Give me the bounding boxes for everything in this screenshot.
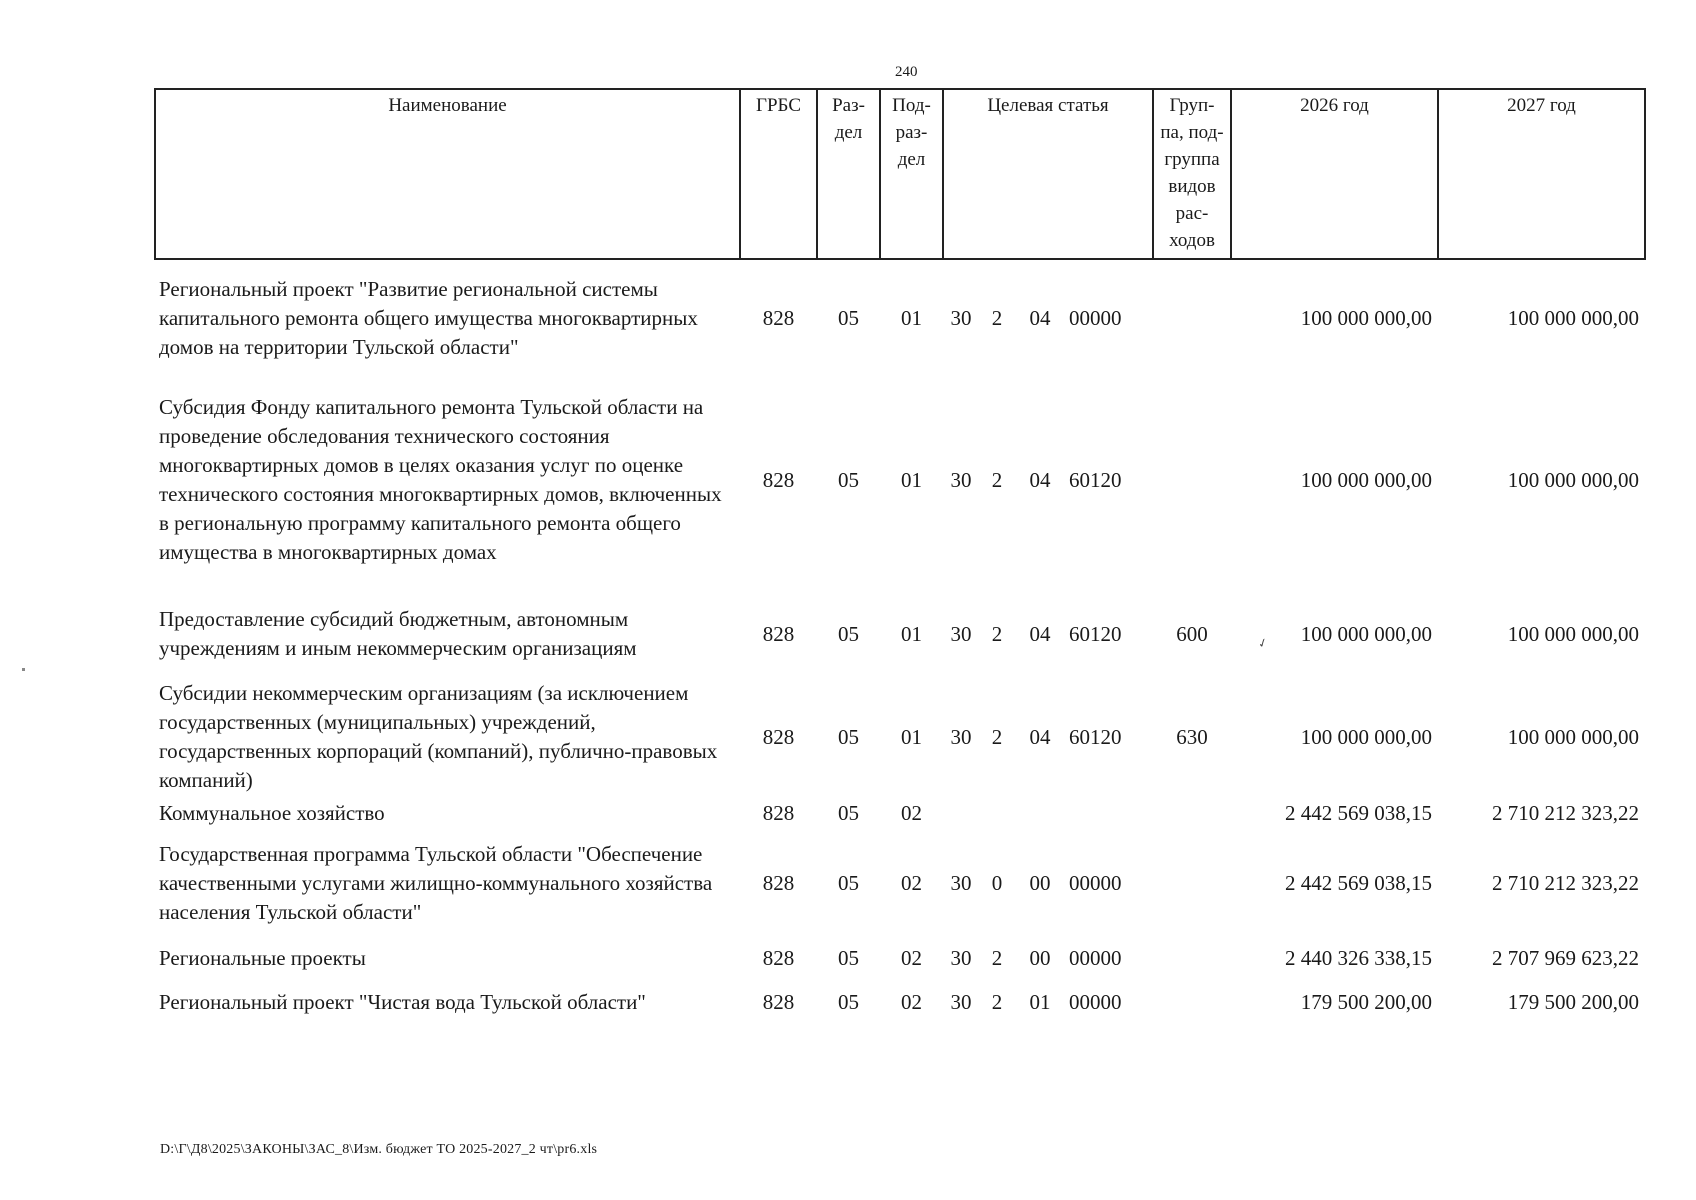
target-subprogram: 04 (1029, 724, 1051, 749)
row-expense-group (1153, 980, 1231, 1024)
row-target-article (943, 678, 1153, 796)
row-expense-group (1153, 936, 1231, 980)
row-amount-2026: 179 500 200,00 (1300, 989, 1432, 1014)
target-program: 30 (950, 945, 972, 970)
target-program: 30 (950, 305, 972, 330)
row-amount-2026: 100 000 000,00 (1300, 467, 1432, 492)
row-target-article (943, 584, 1153, 678)
target-direction: 00000 (1069, 945, 1122, 970)
row-grbs: 828 (762, 305, 795, 330)
target-direction: 00000 (1069, 305, 1122, 330)
target-program: 30 (950, 621, 972, 646)
target-type: 2 (991, 724, 1003, 749)
row-name: Региональный проект "Развитие региональной системы капитального ремонта общего имущества многоквартирных домов на территории Тульской области" (159, 276, 698, 359)
target-subprogram: 04 (1029, 305, 1051, 330)
table-row (155, 584, 1645, 678)
target-subprogram: 00 (1029, 870, 1051, 895)
row-grbs: 828 (762, 800, 795, 825)
row-podrazdel: 01 (901, 621, 922, 646)
row-amount-2027: 2 710 212 323,22 (1492, 800, 1639, 825)
row-target-article (943, 830, 1153, 936)
target-program: 30 (950, 467, 972, 492)
row-grbs: 828 (762, 621, 795, 646)
row-amount-2026: 2 442 569 038,15 (1285, 870, 1432, 895)
row-grbs: 828 (762, 467, 795, 492)
row-name: Региональные проекты (159, 945, 366, 970)
row-expense-group (1153, 376, 1231, 584)
row-podrazdel: 01 (901, 724, 922, 749)
row-amount-2026: 100 000 000,00 (1300, 621, 1432, 646)
row-podrazdel: 02 (901, 870, 922, 895)
row-name: Субсидии некоммерческим организациям (за исключением государственных (муниципальных) учреждений, государственных корпораций (компаний), публично-правовых компаний) (159, 681, 718, 792)
row-amount-2027: 100 000 000,00 (1507, 621, 1639, 646)
row-podrazdel: 02 (901, 945, 922, 970)
target-type: 2 (991, 621, 1003, 646)
row-name: Субсидия Фонду капитального ремонта Тульской области на проведение обследования технического состояния многоквартирных домов в целях оказания услуг по оценке технического состояния многоквартирных домов, включенных в региональную программу капитального ремонта общего имущества в многоквартирных домах (159, 395, 722, 564)
target-subprogram: 01 (1029, 989, 1051, 1014)
target-subprogram: 04 (1029, 621, 1051, 646)
row-expense-group (1153, 796, 1231, 830)
target-direction: 00000 (1069, 989, 1122, 1014)
target-direction: 60120 (1069, 621, 1122, 646)
row-podrazdel: 02 (901, 989, 922, 1014)
target-program: 30 (950, 870, 972, 895)
row-amount-2027: 100 000 000,00 (1507, 305, 1639, 330)
table-row (155, 376, 1645, 584)
table-row (155, 936, 1645, 980)
budget-table-container (154, 88, 1644, 1024)
row-amount-2026: 2 442 569 038,15 (1285, 800, 1432, 825)
row-expense-group (1153, 259, 1231, 376)
target-type: 2 (991, 989, 1003, 1014)
target-type: 2 (991, 305, 1003, 330)
budget-table (154, 88, 1646, 1024)
row-target-article (943, 936, 1153, 980)
row-name: Государственная программа Тульской области "Обеспечение качественными услугами жилищно-коммунального хозяйства населения Тульской области" (159, 841, 713, 924)
row-podrazdel: 01 (901, 467, 922, 492)
target-direction: 60120 (1069, 467, 1122, 492)
row-name: Предоставление субсидий бюджетным, автономным учреждениям и иным некоммерческим организациям (159, 607, 637, 660)
header-target-article: Целевая статья (943, 89, 1153, 259)
header-expense-group: Груп- па, под- группа видов рас- ходов (1153, 89, 1231, 259)
scan-speck: ✓ (1255, 634, 1270, 652)
row-razdel: 05 (838, 467, 859, 492)
header-name: Наименование (155, 89, 740, 259)
table-row (155, 980, 1645, 1024)
table-row (155, 796, 1645, 830)
page-number: 240 (895, 64, 918, 80)
row-razdel: 05 (838, 305, 859, 330)
table-row (155, 259, 1645, 376)
row-razdel: 05 (838, 724, 859, 749)
header-podrazdel: Под- раз- дел (880, 89, 943, 259)
row-amount-2026: 100 000 000,00 (1300, 305, 1432, 330)
target-direction: 00000 (1069, 870, 1122, 895)
row-podrazdel: 02 (901, 800, 922, 825)
target-direction: 60120 (1069, 724, 1122, 749)
row-target-article (943, 376, 1153, 584)
row-grbs: 828 (762, 945, 795, 970)
row-razdel: 05 (838, 945, 859, 970)
target-program: 30 (950, 724, 972, 749)
target-type: 2 (991, 467, 1003, 492)
row-target-article (943, 796, 1153, 830)
header-year-2026: 2026 год (1231, 89, 1438, 259)
row-razdel: 05 (838, 870, 859, 895)
row-expense-group: 600 (1176, 621, 1208, 646)
target-program: 30 (950, 989, 972, 1014)
table-row (155, 830, 1645, 936)
target-subprogram: 00 (1029, 945, 1051, 970)
row-amount-2026: 100 000 000,00 (1300, 724, 1432, 749)
row-expense-group: 630 (1176, 724, 1208, 749)
header-razdel: Раз- дел (817, 89, 880, 259)
row-amount-2027: 100 000 000,00 (1507, 724, 1639, 749)
target-subprogram: 04 (1029, 467, 1051, 492)
row-expense-group (1153, 830, 1231, 936)
row-grbs: 828 (762, 870, 795, 895)
row-amount-2026: 2 440 326 338,15 (1285, 945, 1432, 970)
row-amount-2027: 179 500 200,00 (1507, 989, 1639, 1014)
footer-file-path: D:\Г\Д8\2025\ЗАКОНЫ\ЗАС_8\Изм. бюджет ТО 2025-2027_2 чт\pr6.xls (160, 1142, 598, 1157)
row-razdel: 05 (838, 800, 859, 825)
row-podrazdel: 01 (901, 305, 922, 330)
row-amount-2027: 2 707 969 623,22 (1492, 945, 1639, 970)
row-amount-2027: 100 000 000,00 (1507, 467, 1639, 492)
table-header-row (155, 89, 1645, 259)
row-name: Коммунальное хозяйство (159, 800, 385, 825)
row-razdel: 05 (838, 621, 859, 646)
row-grbs: 828 (762, 989, 795, 1014)
row-amount-2027: 2 710 212 323,22 (1492, 870, 1639, 895)
row-name: Региональный проект "Чистая вода Тульской области" (159, 989, 646, 1014)
row-razdel: 05 (838, 989, 859, 1014)
row-grbs: 828 (762, 724, 795, 749)
row-target-article (943, 259, 1153, 376)
header-year-2027: 2027 год (1438, 89, 1645, 259)
table-row (155, 678, 1645, 796)
header-grbs: ГРБС (740, 89, 817, 259)
row-target-article (943, 980, 1153, 1024)
target-type: 2 (991, 945, 1003, 970)
target-type: 0 (991, 870, 1003, 895)
scan-edge-dot (22, 668, 25, 671)
